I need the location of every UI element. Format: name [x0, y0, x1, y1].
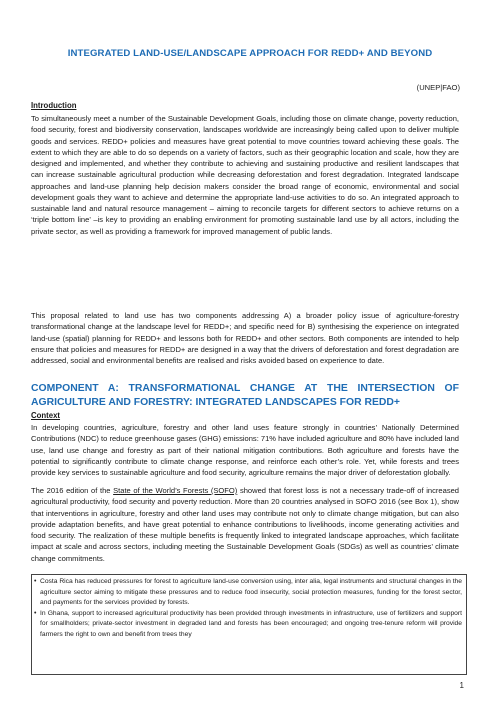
introduction-paragraph-1: To simultaneously meet a number of the Sustainable Development Goals, including those on climate change, poverty reduction, food security, forest and biodiversity conservation, landscapes worldwide are increasingly being called upon to deliver multiple goods and services. REDD+ policies and measures have great potential to move countries toward achieving these goals. The extent to which they are able to do so depends on a variety of factors, such as their geographic location and scale, how they are designed and implemented, and whether they contribute to achieving and sustaining productive and resilient landscapes that can increase sustainable agricultural production while decreasing deforestation and forest degradation. Integrated landscape approaches and land-use planning help decision makers consider the broad range of economic, environmental and social development goals they want to achieve and determine the appropriate land-use activities to do so. An integrated approach to sustainable land and natural resource management – aiming to reconcile targets for different sectors to achieve returns on a ‘triple bottom line’ –is key to providing an enabling environment for promoting sustainable land use by all actors, including the private sector, as well as providing a framework for improved management of public lands.: [31, 114, 459, 236]
introduction-paragraph-2: This proposal related to land use has two components addressing A) a broader policy issue of agriculture-forestry transformational change at the landscape level for REDD+; and specific need for B) synthesising the experience on integrated land-use (spatial) planning for REDD+ and lessons both for REDD+ and other sectors. Both components are intended to help ensure that policies and measures for REDD+ are designed in a way that the drivers of deforestation and forest degradation are addressed, social and environmental benefits are realised and risks avoided based on experience to date.: [31, 311, 459, 365]
sofo-link[interactable]: State of the World’s Forests (SOFO): [113, 486, 238, 495]
paragraph-text-pre: The 2016 edition of the: [31, 486, 114, 495]
paragraph-text-post: showed that forest loss is not a necessary trade-off of increased agricultural productivity, food security and poverty reduction. More than 20 countries analysed in SOFO 2016 (see Box 1), show that interventions in agriculture, forestry and other land uses may contribute not only to climate change mitigation, but can also provide adaptation benefits, and have great potential to enhance contributions to livelihoods, income generating activities and food security. The realization of these multiple benefits is frequently linked to integrated landscape approaches, which facilitate impact at scale and across sectors, including meeting the Sustainable Development Goals (SDGs) as well as countries’ climate change commitments.: [31, 486, 459, 563]
organization-label: (UNEP|FAO): [416, 83, 460, 92]
box-1-examples: [31, 574, 467, 675]
box-item-ghana: • In Ghana, support to increased agricultural productivity has been provided through investments in infrastructure, use of fertilizers and support for smallholders; private-sector investment in degraded land and forests has been encouraged; and ongoing tree-tenure reform will provide farmers the right to own and benefit from trees they: [34, 609, 462, 641]
context-paragraph-1: In developing countries, agriculture, forestry and other land uses feature strongly in countries’ Nationally Determined Contributions (NDC) to reduce greenhouse gases (GHG) emissions: 71% have included agriculture and 80% have included land use, land use change and forestry as part of their national mitigation contributions. Both agriculture and forests have the potential to significantly contribute to climate change response, and reinforce each other’s role. Yet, while forests and trees provide key services to sustainable agriculture and food security, agriculture remains the major driver of deforestation globally.: [31, 423, 459, 477]
box-item-costa-rica: • Costa Rica has reduced pressures for forest to agriculture land-use conversion using, inter alia, legal instruments and structural changes in the agriculture sector aiming to mitigate these pressures and to reduce food insecurity, social protection measures, funding for the forest sector, and payments for the services provided by forests.: [34, 577, 462, 609]
page-number: 1: [459, 681, 464, 690]
document-title: INTEGRATED LAND-USE/LANDSCAPE APPROACH FOR REDD+ AND BEYOND: [67, 48, 433, 59]
introduction-heading: Introduction: [31, 101, 77, 110]
component-a-heading: COMPONENT A: TRANSFORMATIONAL CHANGE AT THE INTERSECTION OF AGRICULTURE AND FORESTRY: INTEGRATED LANDSCAPES FOR REDD+: [31, 383, 459, 408]
context-paragraph-2: [31, 485, 459, 564]
context-heading: Context: [31, 411, 61, 420]
